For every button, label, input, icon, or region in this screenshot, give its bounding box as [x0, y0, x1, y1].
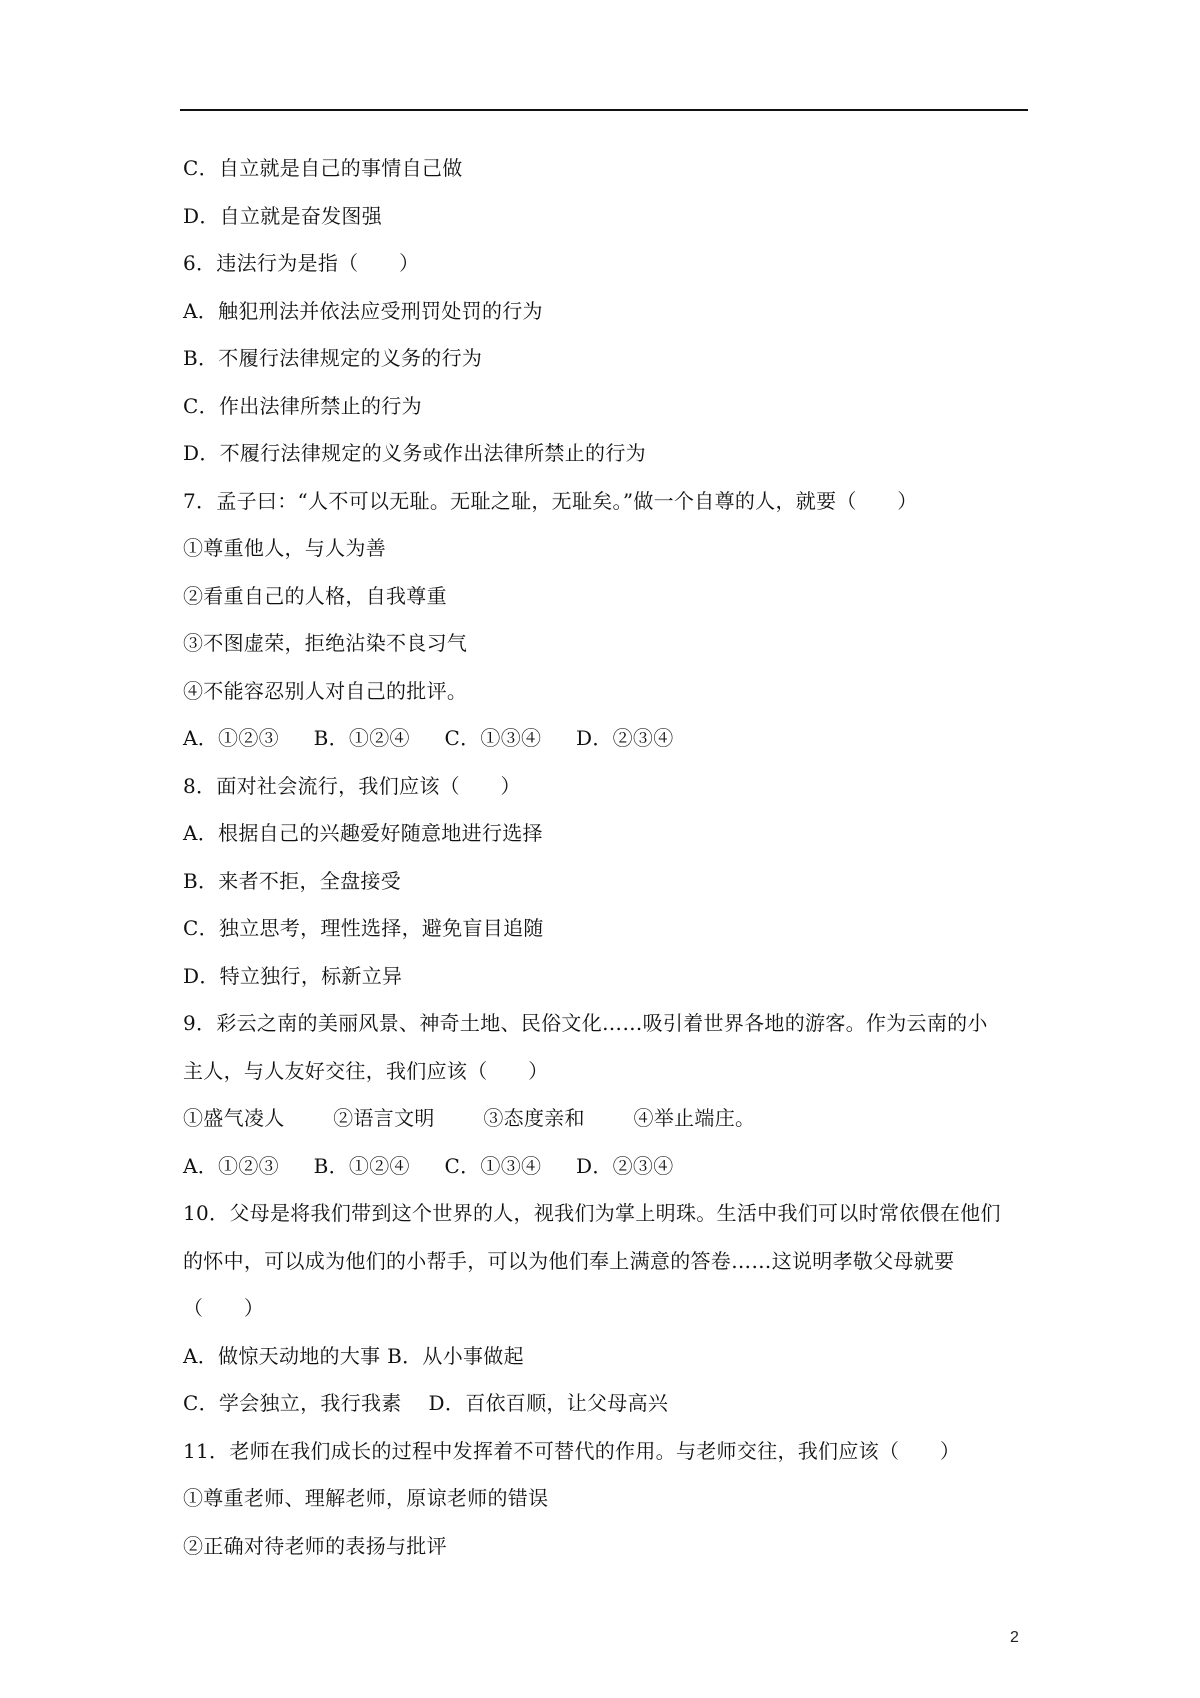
q8-option-b: B．来者不拒，全盘接受	[183, 868, 401, 893]
q11-statement-2: ②正确对待老师的表扬与批评	[183, 1533, 447, 1558]
q6-option-b: B．不履行法律规定的义务的行为	[183, 346, 483, 370]
q9-option-b: B．①②④	[313, 1153, 410, 1178]
q9-stem-line-1: 9．彩云之南的美丽风景、神奇土地、民俗文化……吸引着世界各地的游客。作为云南的小	[183, 1011, 988, 1035]
header-rule	[180, 109, 1028, 111]
q9-option-a: A．①②③	[183, 1153, 279, 1178]
q7-statement-2: ②看重自己的人格，自我尊重	[183, 583, 447, 608]
q9-statements	[183, 1095, 1028, 1143]
q10-options-ab: A．做惊天动地的大事 B．从小事做起	[183, 1343, 524, 1368]
q11-statement-1: ①尊重老师、理解老师，原谅老师的错误	[183, 1486, 549, 1510]
q9-statement-4: ④举止端庄。	[633, 1106, 756, 1130]
q7-option-b: B．①②④	[313, 726, 410, 750]
q6-stem: 6．违法行为是指（ ）	[183, 251, 420, 275]
q8-option-c: C．独立思考，理性选择，避免盲目追随	[183, 916, 544, 940]
q10-stem-line-3: （ ）	[183, 1296, 265, 1320]
q7-option-d: D．②③④	[575, 726, 674, 750]
q6-option-c: C．作出法律所禁止的行为	[183, 393, 422, 418]
q5-option-d: D．自立就是奋发图强	[183, 203, 383, 228]
q6-option-a: A．触犯刑法并依法应受刑罚处罚的行为	[183, 298, 543, 323]
q9-statement-3: ③态度亲和	[483, 1106, 585, 1130]
q5-option-c: C．自立就是自己的事情自己做	[183, 156, 463, 180]
q9-options	[183, 1143, 1028, 1191]
q10-options-cd: C．学会独立，我行我素 D．百依百顺，让父母高兴	[183, 1391, 669, 1415]
q6-option-d: D．不履行法律规定的义务或作出法律所禁止的行为	[183, 441, 646, 465]
q7-statement-4: ④不能容忍别人对自己的批评。	[183, 678, 468, 703]
page-number: 2	[1010, 1629, 1019, 1646]
q7-options	[183, 715, 1028, 763]
q11-stem: 11．老师在我们成长的过程中发挥着不可替代的作用。与老师交往，我们应该（ ）	[183, 1438, 961, 1463]
q9-statement-1: ①盛气凌人	[183, 1106, 285, 1130]
q8-option-a: A．根据自己的兴趣爱好随意地进行选择	[183, 821, 543, 845]
q7-option-c: C．①③④	[444, 726, 542, 750]
q10-stem-line-1: 10．父母是将我们带到这个世界的人，视我们为掌上明珠。生活中我们可以时常依偎在他们	[183, 1201, 1001, 1225]
q7-statement-3: ③不图虚荣，拒绝沾染不良习气	[183, 631, 468, 655]
q9-statement-2: ②语言文明	[333, 1106, 435, 1130]
q8-stem: 8．面对社会流行，我们应该（ ）	[183, 773, 521, 798]
page-content	[183, 145, 1028, 1570]
q7-statement-1: ①尊重他人，与人为善	[183, 536, 386, 560]
q7-option-a: A．①②③	[183, 726, 279, 750]
q9-stem-line-2: 主人，与人友好交往，我们应该（ ）	[183, 1058, 549, 1083]
q10-stem-line-2: 的怀中，可以成为他们的小帮手，可以为他们奉上满意的答卷……这说明孝敬父母就要	[183, 1248, 955, 1273]
q9-option-c: C．①③④	[444, 1153, 542, 1178]
q9-option-d: D．②③④	[575, 1153, 674, 1178]
q8-option-d: D．特立独行，标新立异	[183, 963, 403, 988]
q7-stem: 7．孟子曰：“人不可以无耻。无耻之耻，无耻矣。”做一个自尊的人，就要（ ）	[183, 488, 918, 513]
